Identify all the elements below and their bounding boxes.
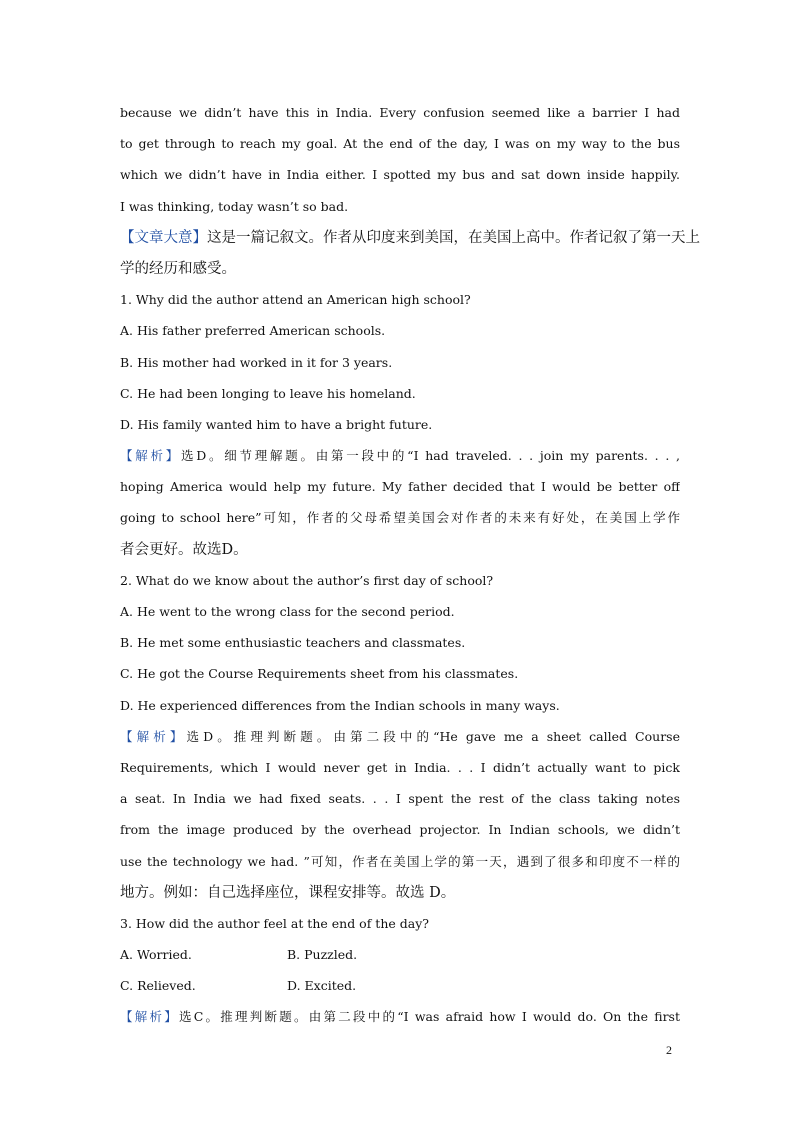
- passage-line: to get through to reach my goal. At the end of the day, I was on my way to the bus: [120, 136, 680, 152]
- q2-analysis-line: Requirements, which I would never get in India. . . I didn’t actually want to pick: [120, 759, 680, 775]
- summary-text: 这是一篇记叙文。作者从印度来到美国，在美国上高中。作者记叙了第一天上: [207, 229, 700, 246]
- q3-option-c: C. Relieved.: [120, 978, 196, 994]
- summary-line: 学的经历和感受。: [120, 260, 236, 277]
- q1-option-b: B. His mother had worked in it for 3 years.: [120, 354, 393, 370]
- passage-line: because we didn’t have this in India. Every confusion seemed like a barrier I had: [120, 105, 680, 120]
- q2-analysis-line: a seat. In India we had fixed seats. . . I spent the rest of the class taking notes: [120, 791, 680, 807]
- q3-analysis-tag: 【解析】: [120, 1009, 179, 1025]
- q1-option-a: A. His father preferred American schools.: [120, 323, 386, 339]
- q3-option-d: D. Excited.: [287, 978, 357, 994]
- q2-analysis-line: 地方。例如：自己选择座位，课程安排等。故选 D。: [120, 884, 456, 901]
- q1-analysis-tag: 【解析】: [120, 448, 181, 464]
- q3-options-row: [120, 973, 680, 1004]
- page-number: 2: [666, 1043, 672, 1057]
- q2-analysis-line: use the technology we had. ”可知，作者在美国上学的第一天，遇到了很多和印度不一样的: [120, 853, 680, 869]
- q2-option-a: A. He went to the wrong class for the second period.: [120, 604, 455, 619]
- document-body: [120, 100, 700, 1036]
- q3-option-a: A. Worried.: [120, 947, 192, 963]
- question-3: 3. How did the author feel at the end of the day?: [120, 915, 429, 931]
- q1-analysis-line: going to school here”可知，作者的父母希望美国会对作者的未来有好处，在美国上学作: [120, 510, 680, 526]
- q3-options-row: [120, 942, 680, 973]
- q2-analysis-tag: 【解析】: [120, 728, 187, 744]
- q2-option-d: D. He experienced differences from the Indian schools in many ways.: [120, 697, 560, 713]
- summary-line: [120, 225, 700, 256]
- q2-option-c: C. He got the Course Requirements sheet from his classmates.: [120, 666, 519, 682]
- q2-analysis-line: from the image produced by the overhead projector. In Indian schools, we didn’t: [120, 822, 680, 838]
- q3-analysis-text: 选C。推理判断题。由第二段中的“I was afraid how I would do. On the first: [179, 1009, 680, 1025]
- summary-tag: 【文章大意】: [120, 229, 207, 246]
- q3-analysis-line: [120, 1004, 680, 1035]
- q1-analysis-text: 选D。细节理解题。由第一段中的“I had traveled. . . join my parents. . . ,: [180, 448, 680, 464]
- q1-option-c: C. He had been longing to leave his homeland.: [120, 385, 416, 401]
- question-2: 2. What do we know about the author’s first day of school?: [120, 572, 494, 588]
- passage-line: which we didn’t have in India either. I spotted my bus and sat down inside happily.: [120, 167, 680, 183]
- passage-line: I was thinking, today wasn’t so bad.: [120, 198, 349, 214]
- q1-analysis-line: [120, 443, 680, 474]
- q1-analysis-line: 者会更好。故选D。: [120, 541, 248, 558]
- q1-option-d: D. His family wanted him to have a bright future.: [120, 416, 433, 432]
- q2-option-b: B. He met some enthusiastic teachers and classmates.: [120, 635, 466, 651]
- q1-analysis-line: hoping America would help my future. My father decided that I would be better off: [120, 479, 680, 495]
- q2-analysis-text: 选D。推理判断题。由第二段中的“He gave me a sheet called Course: [186, 728, 680, 744]
- q2-analysis-line: [120, 724, 680, 755]
- question-1: 1. Why did the author attend an American high school?: [120, 292, 471, 308]
- q3-option-b: B. Puzzled.: [287, 947, 358, 963]
